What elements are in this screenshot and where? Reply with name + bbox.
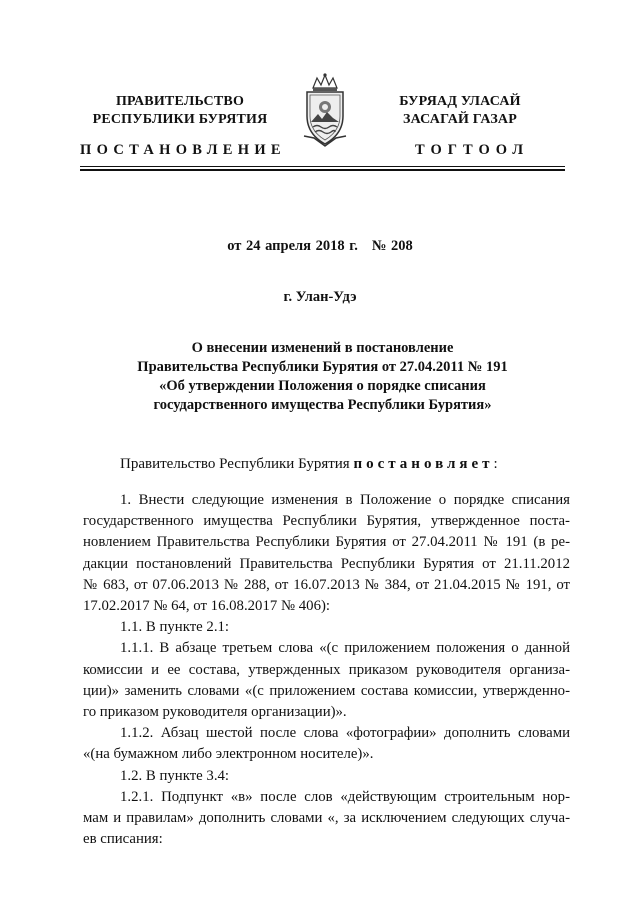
body-line: 1.1. В пункте 2.1: [120,619,230,636]
title-line-2: Правительства Республики Бурятия от 27.04.2011 № 191 [137,359,508,375]
body-line: дакции постановлений Правительства Республики Бурятия от 21.11.2012 [83,555,570,572]
decree-verb: постановляет [353,456,494,472]
body-line: 1.2.1. Подпункт «в» после слов «действующим строительным нор- [120,788,570,805]
header-right-line-2: ЗАСАГАЙ ГАЗАР [402,112,517,127]
body-line: 1.1.2. Абзац шестой после слова «фотографии» дополнить словами [120,725,570,742]
body-line: № 683, от 07.06.2013 № 288, от 16.07.2013 № 384, от 21.04.2015 № 191, от [83,576,570,593]
body-line: комиссии и ее состава, утвержденных приказом руководителя организа- [83,661,570,678]
body-line: го приказом руководителя организации)». [83,704,347,721]
body-line: 1. Внести следующие изменения в Положение о порядке списания [120,492,570,508]
body-line: «(на бумажном либо электронном носителе)». [83,746,374,763]
document-body [83,490,570,850]
body-line: 1.2. В пункте 3.4: [120,767,230,784]
header-right-line-1: БУРЯАД УЛАСАЙ [399,94,521,109]
date-number-line [0,238,640,255]
body-line: новлением Правительства Республики Бурятия от 27.04.2011 № 191 (в ре- [83,534,570,551]
title-line-1: О внесении изменений в постановление [191,340,454,356]
header-right-bua [365,93,555,129]
title-line-3: «Об утверждении Положения о порядке списания [159,378,486,394]
header-left-line-1: ПРАВИТЕЛЬСТВО [115,94,245,109]
document-title [90,339,555,415]
city-line: г. Улан-Удэ [283,289,357,305]
body-line: государственного имущества Республики Бурятия, утвержденное поста- [83,513,570,530]
body-line: ев списания: [83,831,163,848]
body-line: 17.02.2017 № 64, от 16.08.2017 № 406): [83,598,331,615]
doctype-left: ПОСТАНОВЛЕНИЕ [80,142,286,158]
body-line: ции)» заменить словами «(с приложением состава комиссии, утвержденно- [83,682,570,699]
doctype-right: ТОГТООЛ [415,142,530,158]
document-date: от 24 апреля 2018 г. [227,238,358,254]
body-line: 1.1.1. В абзаце третьем слова «(с приложением положения о данной [120,640,570,657]
header-rule-thick [80,169,565,171]
decree-lead: Правительство Республики Бурятия [120,456,354,472]
header-left-line-2: РЕСПУБЛИКИ БУРЯТИЯ [92,112,268,127]
header-rule-thin [80,166,565,167]
decree-line [120,456,498,473]
decree-colon: : [493,456,498,472]
body-line: мам и правилам» дополнить словами «, за исключением следующих случа- [83,810,570,827]
document-number: № 208 [371,238,413,254]
header-left-ru [90,93,270,129]
title-line-4: государственного имущества Республики Бурятия» [153,397,492,413]
coat-of-arms-buryatia-icon [300,72,350,152]
